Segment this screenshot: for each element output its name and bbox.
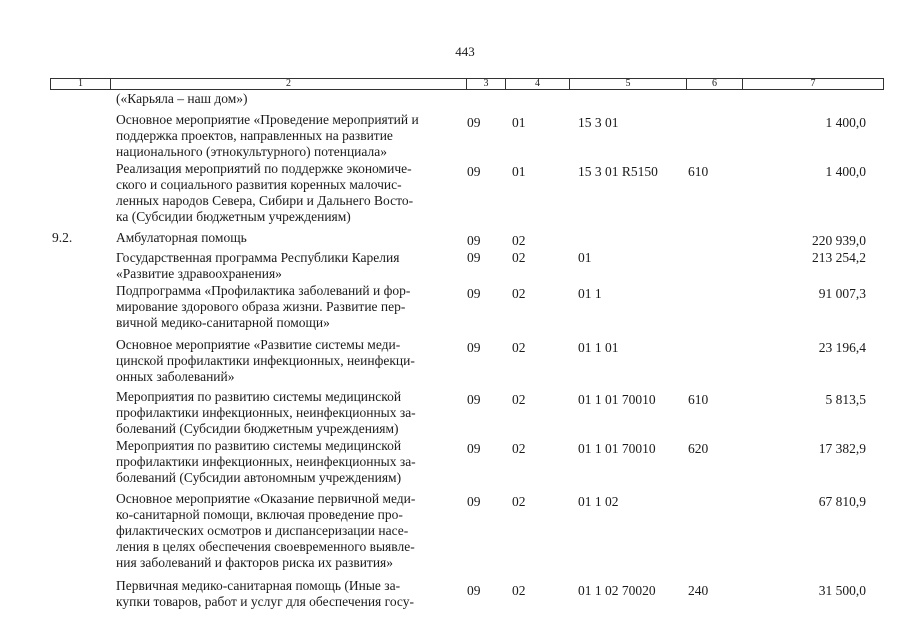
row-description-line: Мероприятия по развитию системы медицинской [116,438,402,453]
target-article-code: 01 1 01 [578,340,619,355]
amount: 67 810,9 [818,494,866,509]
row-description-line: Реализация мероприятий по поддержке экономиче- [116,161,412,176]
row-description-line: ка (Субсидии бюджетным учреждениям) [116,209,351,224]
col-header-2: 2 [111,79,467,90]
section-code: 09 [467,250,481,265]
col-header-1: 1 [51,79,111,90]
section-code: 09 [467,115,481,130]
target-article-code: 01 1 01 70010 [578,441,656,456]
row-description-line: Основное мероприятие «Оказание первичной меди- [116,491,416,506]
row-description-line: профилактики инфекционных, неинфекционных за- [116,405,416,420]
section-code: 09 [467,286,481,301]
target-article-code: 01 1 01 70010 [578,392,656,407]
page-number: 443 [455,44,475,59]
amount: 220 939,0 [812,233,866,248]
row-description-line: Государственная программа Республики Карелия [116,250,400,265]
col-header-3: 3 [467,79,506,90]
row-description-line: цинской профилактики инфекционных, неинфекци- [116,353,415,368]
row-description-line: онных заболеваний» [116,369,235,384]
col-header-7: 7 [743,79,884,90]
row-description-line: ния заболеваний и факторов риска их развития» [116,555,394,570]
target-article-code: 15 3 01 [578,115,619,130]
row-description-line: поддержка проектов, направленных на развитие [116,128,393,143]
row-description-line: ления в целях обеспечения своевременного выявле- [116,539,415,554]
col-header-5: 5 [570,79,687,90]
row-description-line: Основное мероприятие «Развитие системы меди- [116,337,401,352]
subsection-code: 02 [512,392,526,407]
amount: 91 007,3 [818,286,866,301]
row-description-line: ского и социального развития коренных малочис- [116,177,402,192]
target-article-code: 15 3 01 R5150 [578,164,658,179]
amount: 1 400,0 [825,115,866,130]
row-description-line: Амбулаторная помощь [116,230,247,245]
row-description-line: мирование здорового образа жизни. Развитие пер- [116,299,406,314]
amount: 31 500,0 [818,583,866,598]
section-code: 09 [467,583,481,598]
target-article-code: 01 1 02 [578,494,619,509]
subsection-code: 02 [512,233,526,248]
subsection-code: 02 [512,250,526,265]
row-description-line: Мероприятия по развитию системы медицинской [116,389,402,404]
col-header-6: 6 [687,79,743,90]
row-description-line: ленных народов Севера, Сибири и Дальнего Восто- [116,193,414,208]
target-article-code: 01 [578,250,592,265]
expense-type-code: 620 [688,441,709,456]
row-description-line: болеваний (Субсидии автономным учреждениям) [116,470,402,485]
row-description-line: болеваний (Субсидии бюджетным учреждениям) [116,421,399,436]
section-code: 09 [467,494,481,509]
amount: 1 400,0 [825,164,866,179]
subsection-code: 02 [512,583,526,598]
subsection-code: 01 [512,164,526,179]
row-description-line: Подпрограмма «Профилактика заболеваний и фор- [116,283,411,298]
row-description-line: «Развитие здравоохранения» [116,266,282,281]
row-number: 9.2. [52,230,73,245]
section-code: 09 [467,441,481,456]
col-header-4: 4 [506,79,570,90]
amount: 23 196,4 [818,340,866,355]
subsection-code: 01 [512,115,526,130]
subsection-code: 02 [512,286,526,301]
row-description-line: филактических осмотров и диспансеризации насе- [116,523,409,538]
subsection-code: 02 [512,340,526,355]
row-description-line: Основное мероприятие «Проведение мероприятий и [116,112,419,127]
expense-type-code: 610 [688,392,709,407]
expense-type-code: 610 [688,164,709,179]
expense-type-code: 240 [688,583,709,598]
row-description-line: Первичная медико-санитарная помощь (Иные за- [116,578,401,593]
amount: 5 813,5 [825,392,866,407]
subsection-code: 02 [512,441,526,456]
amount: 17 382,9 [818,441,866,456]
column-header-table [50,78,884,90]
section-code: 09 [467,392,481,407]
target-article-code: 01 1 [578,286,602,301]
amount: 213 254,2 [812,250,866,265]
target-article-code: 01 1 02 70020 [578,583,656,598]
row-description-line: купки товаров, работ и услуг для обеспечения госу- [116,594,414,609]
row-description-line: ко-санитарной помощи, включая проведение про- [116,507,403,522]
row-description-line: национального (этнокультурного) потенциала» [116,144,387,159]
subsection-code: 02 [512,494,526,509]
section-code: 09 [467,164,481,179]
section-code: 09 [467,340,481,355]
section-code: 09 [467,233,481,248]
row-description-line: вичной медико-санитарной помощи» [116,315,330,330]
row-description-line: («Карьяла – наш дом») [116,91,248,106]
row-description-line: профилактики инфекционных, неинфекционных за- [116,454,416,469]
